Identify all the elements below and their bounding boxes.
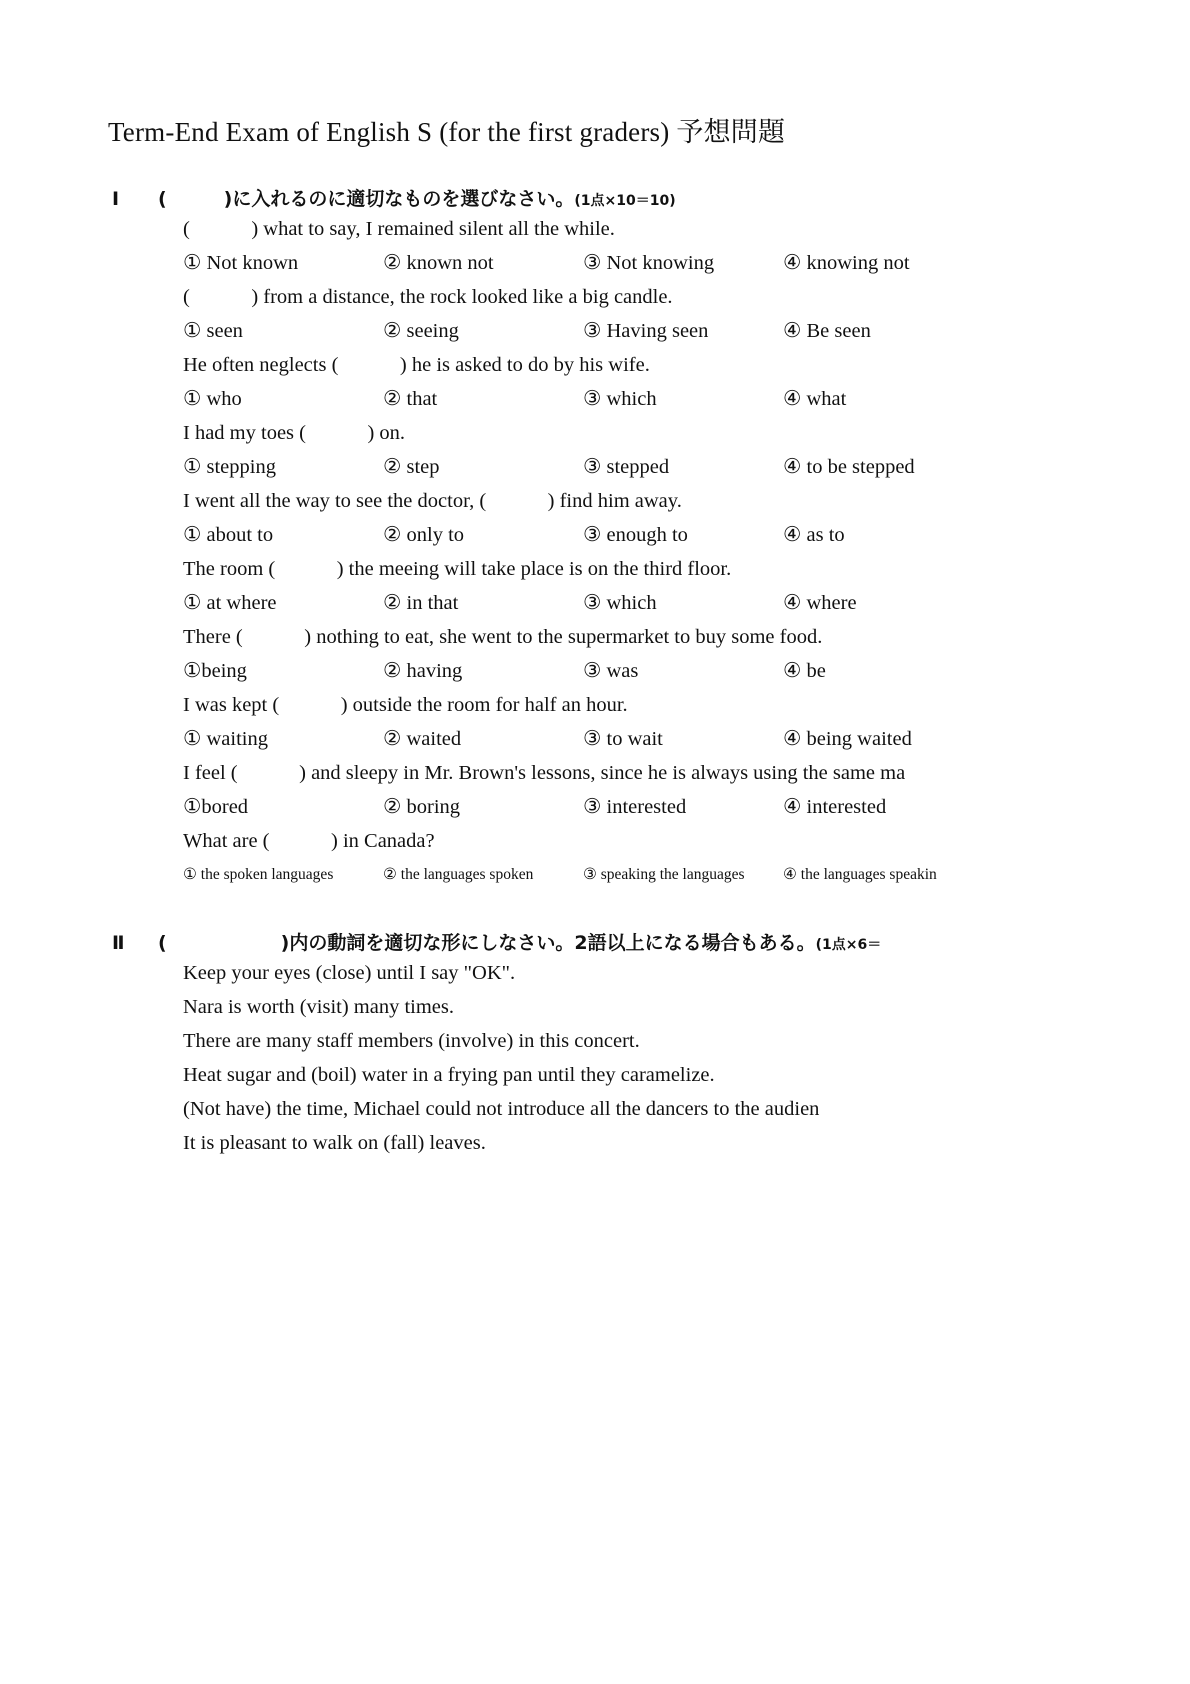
choice-option[interactable]: ② boring <box>383 796 461 818</box>
choice-option[interactable]: ④ to be stepped <box>783 456 915 478</box>
question-text: Keep your eyes (close) until I say "OK". <box>183 962 516 984</box>
section-1-score: (1点×10＝10) <box>574 193 676 209</box>
choice-option[interactable]: ② step <box>383 456 440 478</box>
question-text: The room ( ) the meeing will take place is on the third floor. <box>183 558 732 580</box>
question-text: I was kept ( ) outside the room for half an hour. <box>183 694 628 716</box>
choice-option[interactable]: ② waited <box>383 728 462 750</box>
question-text: Nara is worth (visit) many times. <box>183 996 455 1018</box>
choice-option[interactable]: ① Not known <box>183 252 299 274</box>
choice-option[interactable]: ③ interested <box>583 796 687 818</box>
question-text: He often neglects ( ) he is asked to do by his wife. <box>183 354 650 376</box>
choice-option[interactable]: ① seen <box>183 320 243 342</box>
choice-option[interactable]: ② known not <box>383 252 494 274</box>
choice-option[interactable]: ③ to wait <box>583 728 663 750</box>
choice-option[interactable]: ② only to <box>383 524 465 546</box>
question-text: There ( ) nothing to eat, she went to the supermarket to buy some food. <box>183 626 823 648</box>
choice-option[interactable]: ③ speaking the languages <box>583 866 745 883</box>
choice-option[interactable]: ④ where <box>783 592 857 614</box>
choice-option[interactable]: ③ was <box>583 660 639 682</box>
choice-option[interactable]: ② in that <box>383 592 459 614</box>
choice-option[interactable]: ① the spoken languages <box>183 866 334 883</box>
question-text: I had my toes ( ) on. <box>183 422 406 444</box>
section-1-number: Ⅰ <box>112 188 120 210</box>
exam-title: Term-End Exam of English S (for the first graders) 予想問題 <box>108 117 786 147</box>
section-2-instruction: ( )内の動詞を適切な形にしなさい。2語以上になる場合もある。 <box>158 932 816 954</box>
choice-option[interactable]: ④ be <box>783 660 826 682</box>
choice-option[interactable]: ② that <box>383 388 438 410</box>
choice-option[interactable]: ④ being waited <box>783 728 912 750</box>
choice-option[interactable]: ④ as to <box>783 524 845 546</box>
choice-option[interactable]: ④ Be seen <box>783 320 871 342</box>
section-2-number: Ⅱ <box>112 932 125 954</box>
choice-option[interactable]: ① who <box>183 388 242 410</box>
choice-option[interactable]: ①being <box>183 660 247 682</box>
choice-option[interactable]: ①bored <box>183 796 249 818</box>
choice-option[interactable]: ④ knowing not <box>783 252 910 274</box>
choice-option[interactable]: ③ enough to <box>583 524 688 546</box>
choice-option[interactable]: ④ interested <box>783 796 887 818</box>
choice-option[interactable]: ④ what <box>783 388 847 410</box>
choice-option[interactable]: ① at where <box>183 592 277 614</box>
choice-option[interactable]: ② the languages spoken <box>383 866 534 883</box>
choice-option[interactable]: ③ Having seen <box>583 320 709 342</box>
question-text: ( ) from a distance, the rock looked like a big candle. <box>183 286 673 308</box>
question-text: It is pleasant to walk on (fall) leaves. <box>183 1132 486 1154</box>
choice-option[interactable]: ③ stepped <box>583 456 670 478</box>
section-1-header <box>112 184 676 211</box>
question-text: I feel ( ) and sleepy in Mr. Brown's lessons, since he is always using the same ma <box>183 762 906 784</box>
question-text: There are many staff members (involve) in this concert. <box>183 1030 640 1052</box>
section-2-header <box>112 928 881 955</box>
question-text: I went all the way to see the doctor, ( ) find him away. <box>183 490 682 512</box>
choice-option[interactable]: ③ which <box>583 592 657 614</box>
section-2-score: (1点×6＝ <box>815 937 882 953</box>
choice-option[interactable]: ② seeing <box>383 320 459 342</box>
question-text: Heat sugar and (boil) water in a frying pan until they caramelize. <box>183 1064 715 1086</box>
choice-option[interactable]: ① about to <box>183 524 274 546</box>
choice-option[interactable]: ④ the languages speakin <box>783 866 937 883</box>
choice-option[interactable]: ③ which <box>583 388 657 410</box>
choice-option[interactable]: ③ Not knowing <box>583 252 715 274</box>
question-text: (Not have) the time, Michael could not introduce all the dancers to the audien <box>183 1098 820 1120</box>
choice-option[interactable]: ① stepping <box>183 456 276 478</box>
choice-option[interactable]: ① waiting <box>183 728 268 750</box>
choice-option[interactable]: ② having <box>383 660 463 682</box>
question-text: What are ( ) in Canada? <box>183 830 435 852</box>
section-1-instruction: ( )に入れるのに適切なものを選びなさい。 <box>158 188 575 210</box>
question-text: ( ) what to say, I remained silent all the while. <box>183 218 615 240</box>
